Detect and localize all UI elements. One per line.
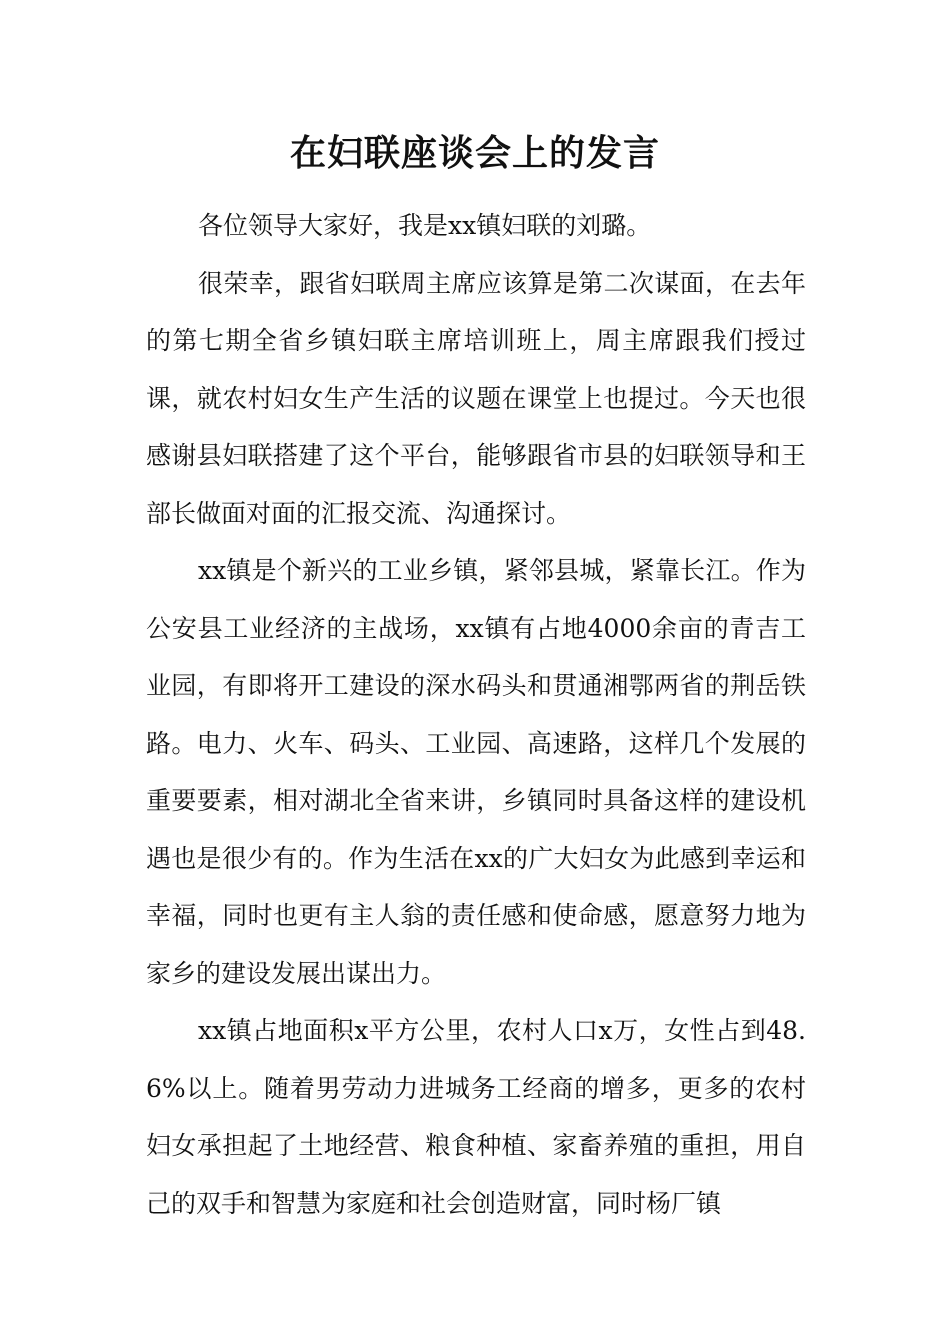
paragraph-women-statistics: xx镇占地面积x平方公里，农村人口x万，女性占到48.6%以上。随着男劳动力进城务工经商的增多，更多的农村妇女承担起了土地经营、粮食种植、家畜养殖的重担，用自己的双手和智慧为家庭和社会创造财富，同时杨厂镇	[146, 1016, 806, 1218]
document-title: 在妇联座谈会上的发言	[289, 133, 660, 174]
paragraph-greeting: 各位领导大家好，我是xx镇妇联的刘璐。	[198, 211, 652, 240]
paragraph-introduction: 很荣幸，跟省妇联周主席应该算是第二次谋面，在去年的第七期全省乡镇妇联主席培训班上，周主席跟我们授过课，就农村妇女生产生活的议题在课堂上也提过。今天也很感谢县妇联搭建了这个平台，能够跟省市县的妇联领导和王部长做面对面的汇报交流、沟通探讨。	[146, 268, 806, 528]
document-body	[146, 197, 806, 1232]
paragraph-town-overview: xx镇是个新兴的工业乡镇，紧邻县城，紧靠长江。作为公安县工业经济的主战场，xx镇有占地4000余亩的青吉工业园，有即将开工建设的深水码头和贯通湘鄂两省的荆岳铁路。电力、火车、码头、工业园、高速路，这样几个发展的重要要素，相对湖北全省来讲，乡镇同时具备这样的建设机遇也是很少有的。作为生活在xx的广大妇女为此感到幸运和幸福，同时也更有主人翁的责任感和使命感，愿意努力地为家乡的建设发展出谋出力。	[146, 556, 806, 988]
